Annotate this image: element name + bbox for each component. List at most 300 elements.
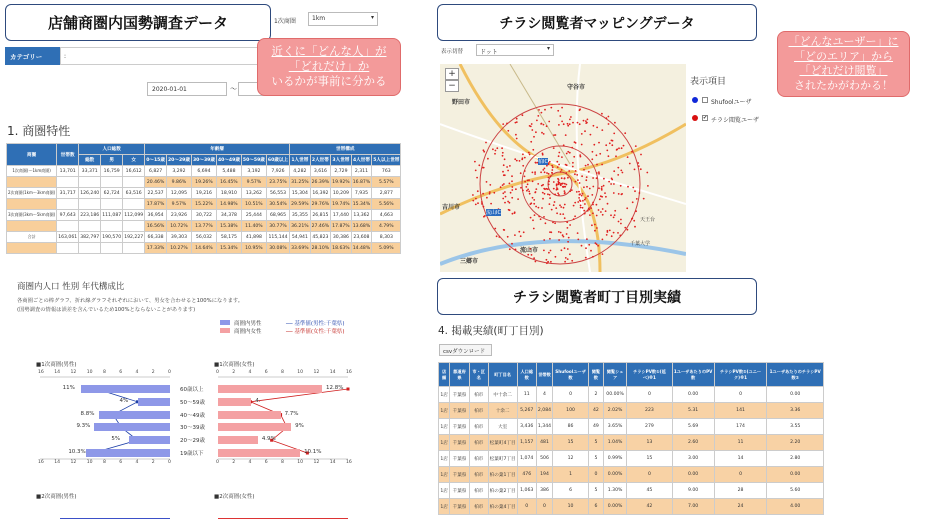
map-user-dot [526,190,528,192]
table-cell: 5 [588,483,603,499]
map-user-dot [567,241,569,243]
table-cell: 19.26% [191,177,216,188]
map-user-dot [631,218,633,220]
map-user-dot [524,170,526,172]
table-row [439,499,824,515]
male-axis-tick: 6 [119,460,123,465]
table-cell: 1,074 [517,451,536,467]
table-cell: 31,717 [57,188,79,199]
table-cell: 56,553 [266,188,289,199]
map-user-dot [611,144,613,146]
map-user-dot [567,248,569,250]
table-cell: 11 [517,387,536,403]
age-label: 50〜59歳 [180,399,205,406]
map-user-dot [622,172,624,174]
map-user-dot [601,164,603,166]
table-cell: 10,209 [331,188,352,199]
map-view[interactable] [440,64,686,272]
table-cell: 28.10% [310,243,331,254]
table-cell [123,199,145,210]
zoom-out-button[interactable]: − [445,80,459,92]
table-cell [123,177,145,188]
map-user-dot [515,188,517,190]
table-cell: 18,910 [216,188,241,199]
map-user-dot [538,109,540,111]
table-row [7,177,401,188]
table-cell: 30.77% [266,221,289,232]
map-user-dot [558,152,560,154]
map-user-dot [494,228,496,230]
map-user-dot [472,194,474,196]
table-cell: 千葉県 [450,499,469,515]
table-row [439,403,824,419]
table-cell: 58,175 [216,232,241,243]
female-axis-tick: 8 [281,460,284,465]
th-col: 1ユーザあたりのチラシPV数② [767,363,824,387]
map-user-dot [560,171,562,173]
table-cell: 16,759 [101,166,123,177]
map-user-dot [498,236,500,238]
map-user-dot [620,223,622,225]
table-cell: 1 [553,467,589,483]
map-user-dot [549,238,551,240]
map-user-dot [573,156,575,158]
map-user-dot [581,245,583,247]
map-user-dot [486,181,488,183]
map-user-dot [531,129,533,131]
map-user-dot [556,212,558,214]
table-cell: 千葉県 [450,403,469,419]
map-user-dot [548,184,550,186]
map-user-dot [578,191,580,193]
map-user-dot [613,232,615,234]
male-value-label: 9.3% [76,423,91,430]
map-user-dot [623,145,625,147]
table-row [439,483,824,499]
map-user-dot [535,131,537,133]
table-cell: 4.00 [767,499,824,515]
map-user-dot [548,177,550,179]
dimension-select[interactable] [308,12,378,26]
date-from-input[interactable]: 2020-01-01 [147,82,227,96]
table-cell: 100 [553,403,589,419]
bubble-right-line3c: 」 [876,64,888,77]
map-user-dot [587,164,589,166]
map-user-dot [557,110,559,112]
table-cell [123,221,145,232]
female-axis-tick: 14 [329,370,336,375]
map-user-dot [516,138,518,140]
map-user-dot [635,145,637,147]
female-value-label: 10.1% [304,449,322,455]
csv-download-button[interactable]: csvダウンロード [439,344,492,356]
map-user-dot [594,224,596,226]
map-user-dot [635,210,637,212]
map-user-dot [596,154,598,156]
table-cell: 39,303 [166,232,191,243]
result-table [438,362,824,515]
female-value-label: 9% [295,423,304,430]
map-user-dot [561,169,563,171]
map-user-dot [609,230,611,232]
legend-checkbox-shufool[interactable] [702,97,708,103]
male-axis-tick: 12 [70,460,77,465]
male-axis-tick: 0 [168,460,171,465]
map-user-dot [583,210,585,212]
map-user-dot [576,174,578,176]
table-cell: 22,537 [145,188,167,199]
table-cell: 2,729 [331,166,352,177]
map-user-dot [489,191,491,193]
table-cell: 15 [553,435,589,451]
map-user-dot [592,204,594,206]
bubble-right-line1a: 「 [788,35,800,48]
map-user-dot [585,197,587,199]
map-user-dot [587,195,589,197]
map-user-dot [502,198,504,200]
map-user-dot [605,210,607,212]
map-user-dot [541,207,543,209]
bubble-left-line3: いるかが事前に分かる [271,74,387,88]
th-group-population: 人口総数 [79,144,145,155]
table-cell: 26,815 [310,210,331,221]
male-axis-tick: 14 [54,370,61,375]
table-cell: 大室 [488,419,517,435]
bubble-left-line1a: 近くに「 [271,44,318,58]
map-user-dot [515,249,517,251]
map-user-dot [574,173,576,175]
map-user-dot [639,192,641,194]
category-input[interactable]: : [60,47,270,65]
th-col: 1人世帯 [290,155,311,166]
chevron-down-icon: ▾ [546,45,550,52]
map-user-dot [495,150,497,152]
th-col: 店舗 [439,363,450,387]
table-cell: 31.25% [290,177,311,188]
map-user-dot [560,213,562,215]
legend-female-ref: ── 基準値(女性:千葉県) [286,329,345,335]
map-user-dot [579,182,581,184]
map-user-dot [520,235,522,237]
table-cell: 13,262 [241,188,266,199]
map-user-dot [605,196,607,198]
map-user-dot [632,201,634,203]
map-place-label: 流山市 [520,247,539,254]
table-cell: 763 [372,166,401,177]
map-user-dot [633,220,635,222]
map-user-dot [492,148,494,150]
map-user-dot [558,182,560,184]
table-cell: 49 [588,419,603,435]
map-user-dot [540,123,542,125]
map-user-dot [535,206,537,208]
pyramid-title: 商圏内人口 性別 年代構成比 [17,282,125,292]
map-user-dot [524,181,526,183]
map-user-dot [516,118,518,120]
table-cell: 2.20 [767,435,824,451]
table-cell: 2.80 [767,451,824,467]
table-cell: 2.02% [603,403,626,419]
table-cell: 0.00 [672,467,714,483]
map-user-dot [617,174,619,176]
map-user-dot [613,170,615,172]
map-user-dot [624,227,626,229]
map-user-dot [575,170,577,172]
map-user-dot [587,210,589,212]
th-group-age: 年齢層 [145,144,290,155]
female-value-label: 4. [255,397,261,404]
table-cell: 0 [553,387,589,403]
map-user-dot [550,250,552,252]
map-user-dot [631,151,633,153]
map-user-dot [511,175,513,177]
map-user-dot [563,186,565,188]
map-user-dot [589,188,591,190]
map-user-dot [541,132,543,134]
table-cell: 10.27% [166,243,191,254]
table-cell [57,177,79,188]
map-user-dot [567,177,569,179]
map-user-dot [529,125,531,127]
map-user-dot [489,184,491,186]
map-user-dot [522,190,524,192]
map-place-label: 三郷市 [460,258,479,265]
map-user-dot [569,190,571,192]
map-user-dot [565,172,567,174]
map-user-dot [618,221,620,223]
male-bar [94,423,170,431]
table-cell: 0.00 [672,387,714,403]
th-col: 20〜29歳 [166,155,191,166]
table-cell: 1,063 [517,483,536,499]
map-user-dot [507,130,509,132]
map-user-dot [475,204,477,206]
map-user-dot [549,203,551,205]
map-user-dot [557,178,559,180]
map-user-dot [532,197,534,199]
map-user-dot [565,257,567,259]
table-row [439,467,824,483]
legend-female-bar-swatch [220,328,230,333]
table-cell [79,199,101,210]
table-cell: 19.74% [331,199,352,210]
map-user-dot [614,214,616,216]
table-cell: 柏市 [469,499,488,515]
table-cell: 5.09% [372,243,401,254]
map-user-dot [530,217,532,219]
map-place-label: 天王台 [640,217,656,223]
table-cell: 29.76% [310,199,331,210]
map-user-dot [581,175,583,177]
pyramid-note2: (国勢調査の情報は誤差を含んでいるため100%とならないことがあります) [17,307,196,313]
female-chart-title: ■1次商圏(女性) [214,362,255,368]
table-cell: 97,643 [57,210,79,221]
map-user-dot [544,168,546,170]
map-user-dot [577,179,579,181]
table-cell: 15.38% [216,221,241,232]
table-cell [123,243,145,254]
age-label: 30〜39歳 [180,425,205,432]
table-cell: 5,488 [216,166,241,177]
map-user-dot [550,261,552,263]
map-user-dot [569,224,571,226]
table-cell: 4.79% [372,221,401,232]
map-user-dot [548,121,550,123]
map-user-dot [567,123,569,125]
map-user-dot [506,123,508,125]
map-user-dot [598,209,600,211]
map-user-dot [530,202,532,204]
map-user-dot [516,160,518,162]
legend-flyer-label: チラシ閲覧ユーザ [711,117,760,124]
male-axis-tick: 4 [135,460,139,465]
map-user-dot [477,202,479,204]
zoom-in-button[interactable]: + [445,68,459,80]
table-cell: 2.60 [672,435,714,451]
map-user-dot [547,193,549,195]
table-cell: 34,378 [216,210,241,221]
map-user-dot [534,214,536,216]
map-user-dot [548,173,550,175]
table-cell [79,243,101,254]
table-cell: 千葉県 [450,419,469,435]
table-cell: 00.00% [603,387,626,403]
map-user-dot [621,193,623,195]
map-user-dot [522,114,524,116]
map-user-dot [538,216,540,218]
map-user-dot [611,235,613,237]
map-user-dot [481,203,483,205]
table-cell: 4,282 [290,166,311,177]
legend-dot-red [692,115,698,121]
map-user-dot [632,187,634,189]
bubble-right-line4: されたかがわかる！ [794,78,893,92]
table-cell: 1店 [439,403,450,419]
map-user-dot [501,147,503,149]
map-user-dot [564,247,566,249]
female-axis-tick: 12 [313,370,320,375]
map-user-dot [601,188,603,190]
map-user-dot [589,214,591,216]
table-cell: 115,144 [266,232,289,243]
table-cell: 16.87% [351,177,372,188]
map-user-dot [550,175,552,177]
table-cell [101,199,123,210]
map-user-dot [566,164,568,166]
table-cell: 174 [714,419,767,435]
map-user-dot [585,257,587,259]
table-cell: 36.21% [290,221,311,232]
map-user-dot [588,171,590,173]
map-user-dot [502,192,504,194]
table-cell [79,221,101,232]
map-user-dot [592,186,594,188]
map-user-dot [643,198,645,200]
male-bar [129,436,170,444]
map-user-dot [590,250,592,252]
map-user-dot [634,226,636,228]
map-user-dot [542,153,544,155]
row-label: 1次商圏(〜1km商圏) [7,166,57,177]
table-cell: 17,440 [331,210,352,221]
map-user-dot [486,197,488,199]
map-user-dot [561,177,563,179]
th-col: 男 [101,155,123,166]
table-cell: 45 [627,483,672,499]
table-cell: 1店 [439,435,450,451]
female2-axis-line [218,518,348,519]
map-user-dot [638,165,640,167]
table-cell: 5.56% [372,199,401,210]
table-cell: 11 [714,435,767,451]
map-user-dot [591,194,593,196]
female-value-label: 12.8% [326,385,344,391]
map-user-dot [621,147,623,149]
table-cell: 27.46% [310,221,331,232]
table-cell: 23.75% [266,177,289,188]
map-user-dot [474,161,476,163]
map-user-dot [582,207,584,209]
map-user-dot [514,234,516,236]
male-value-label: 5% [111,436,121,443]
table-cell: 2,311 [351,166,372,177]
table-cell: 192,227 [123,232,145,243]
table-cell: 5.60 [767,483,824,499]
male-value-label: 8.8% [80,410,95,417]
table-cell: 3,292 [166,166,191,177]
row-label [7,243,57,254]
map-user-dot [555,134,557,136]
male-axis-tick: 14 [54,460,61,465]
map-user-dot [583,186,585,188]
map-user-dot [620,185,622,187]
map-user-dot [521,159,523,161]
map-user-dot [602,214,604,216]
map-display-select[interactable] [476,44,554,56]
table-cell: 5 [588,451,603,467]
legend-checkbox-flyer[interactable]: ✔ [703,115,708,121]
map-user-dot [550,107,552,109]
map-user-dot [568,170,570,172]
map-user-dot [530,141,532,143]
map-user-dot [524,176,526,178]
table-cell: 279 [627,419,672,435]
th-col: 40〜49歳 [216,155,241,166]
th-col: 2人世帯 [310,155,331,166]
male-bar [99,411,171,419]
map-user-dot [557,166,559,168]
map-user-dot [586,186,588,188]
legend-female-bar: 商圏内女性 [234,329,262,335]
table-row [439,387,824,403]
map-user-dot [515,134,517,136]
map-user-dot [618,193,620,195]
map-user-dot [567,125,569,127]
map-user-dot [624,132,626,134]
map-user-dot [503,229,505,231]
table-cell: 5.57% [372,177,401,188]
table-row [7,243,401,254]
table-cell: 481 [536,435,552,451]
map-user-dot [561,156,563,158]
male-bar [138,398,171,406]
map-user-dot [560,232,562,234]
table-cell: 4 [536,387,552,403]
female-axis-tick: 4 [248,370,252,375]
map-user-dot [535,162,537,164]
map-user-dot [601,186,603,188]
map-user-dot [569,253,571,255]
